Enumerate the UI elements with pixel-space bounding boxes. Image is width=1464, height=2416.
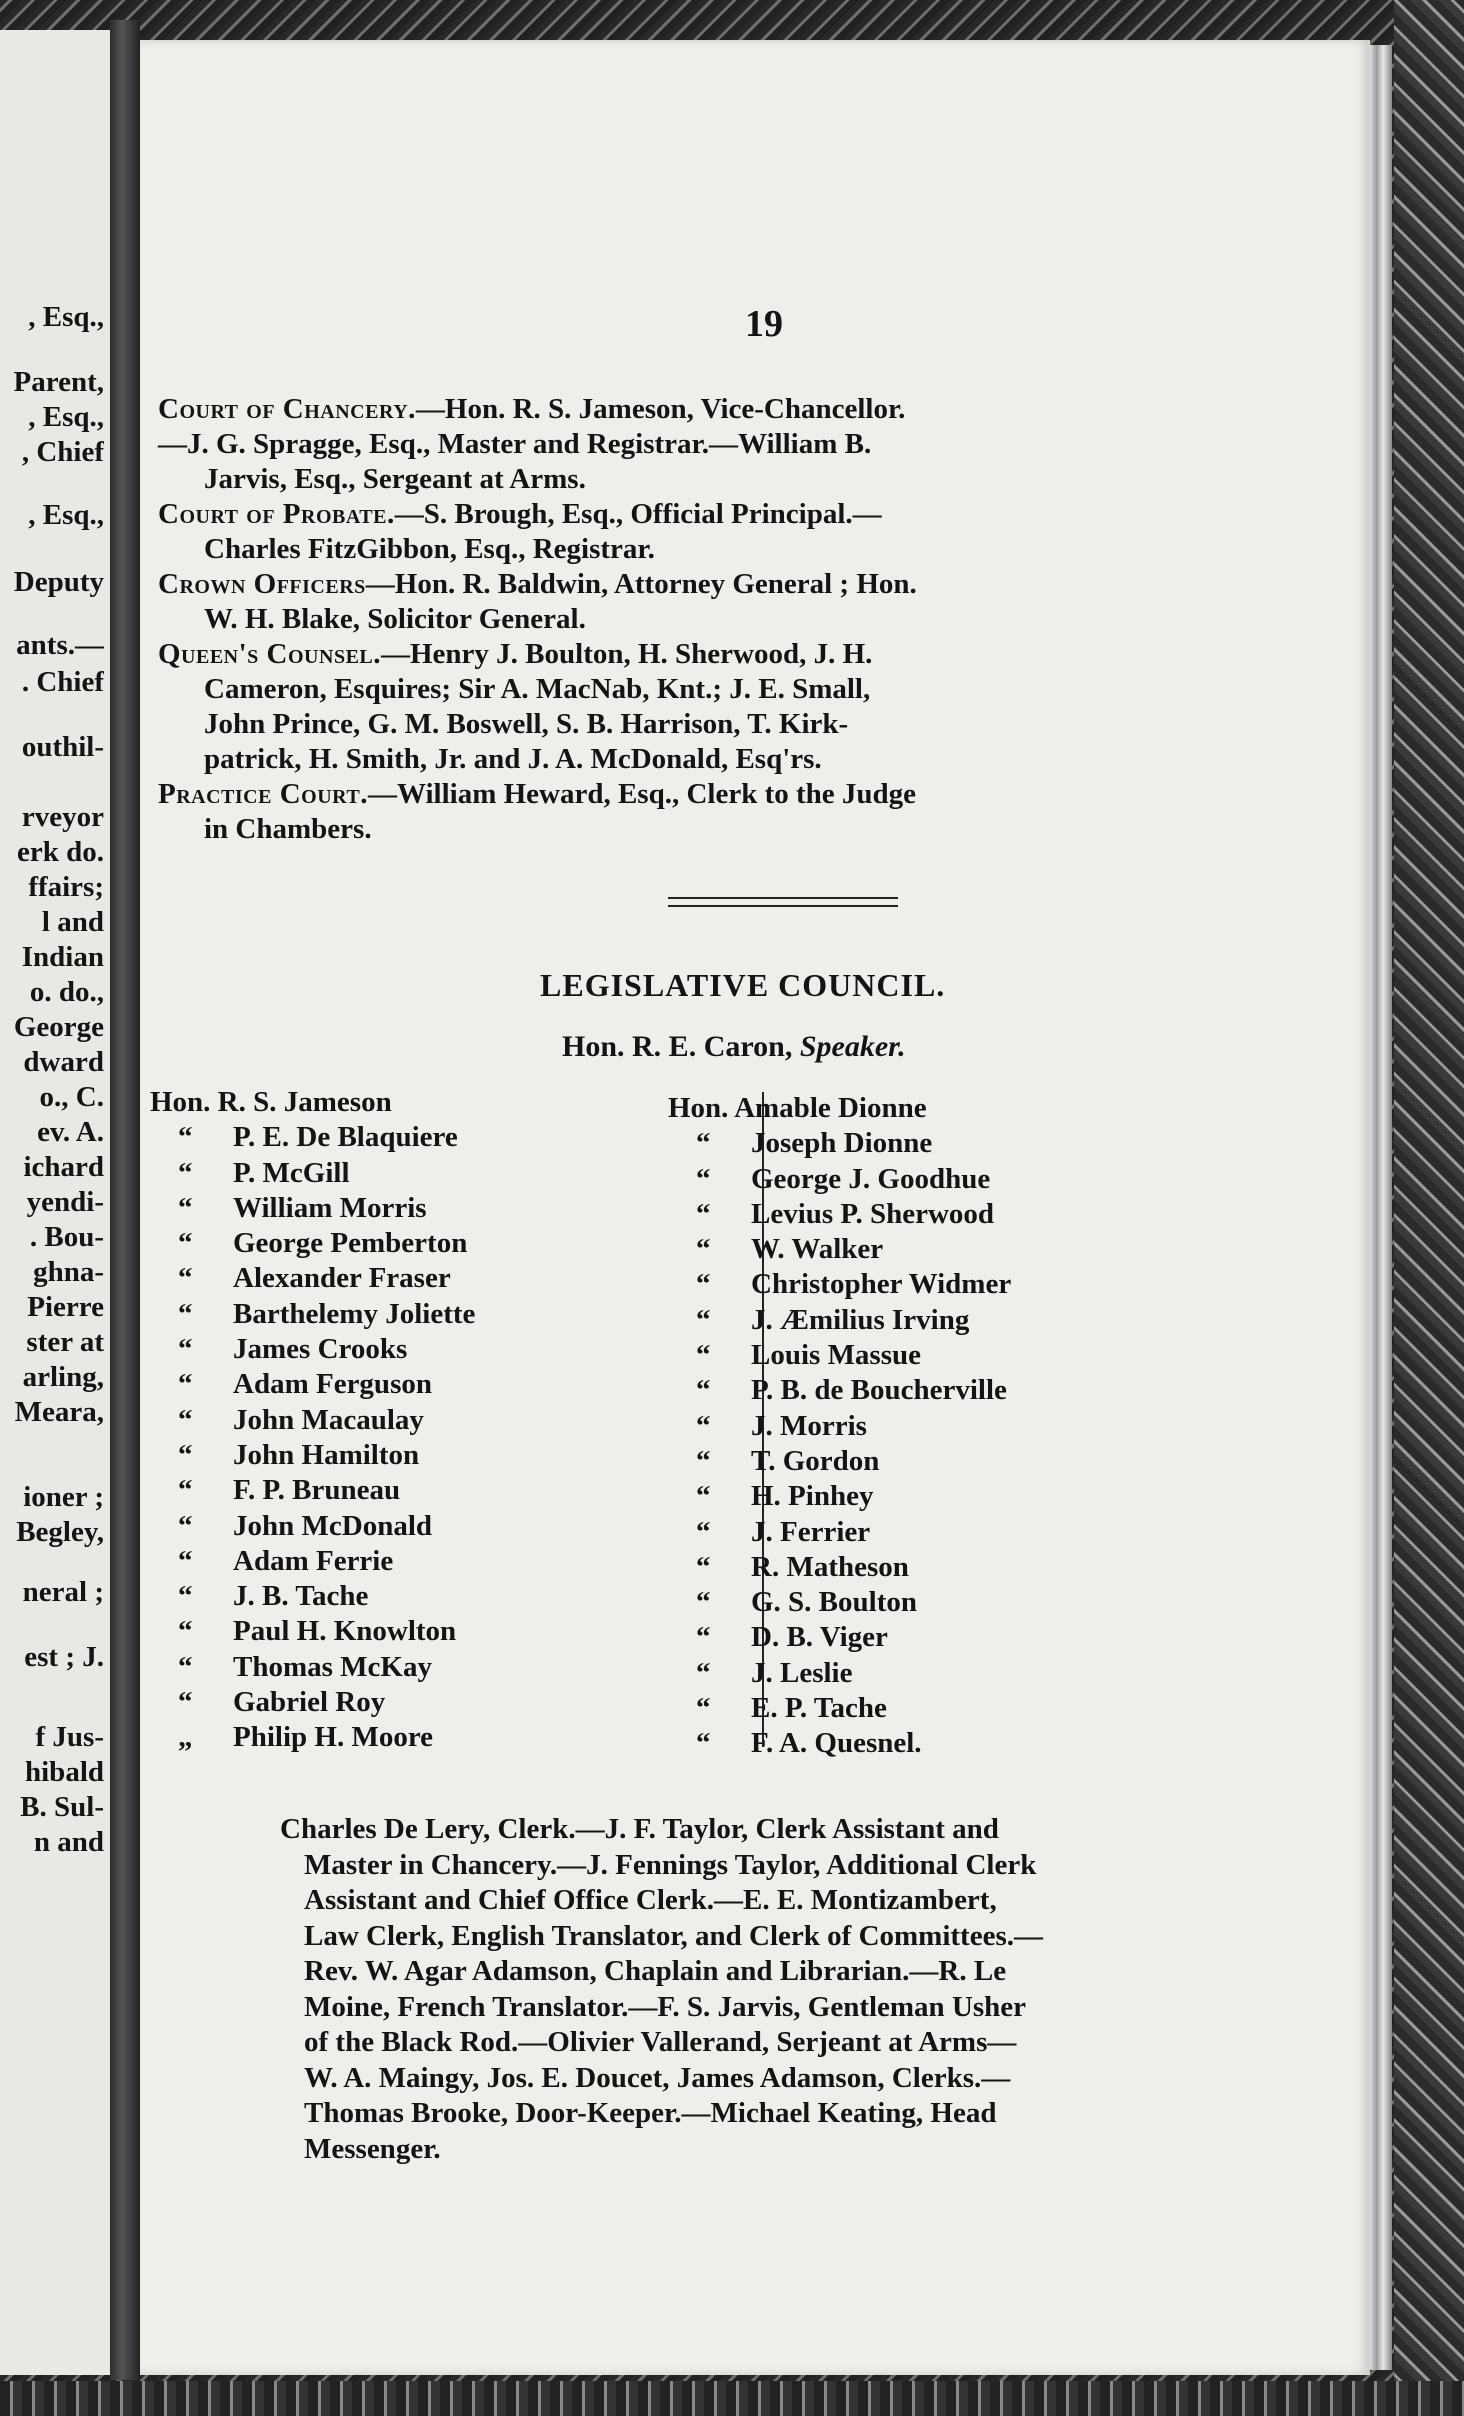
member-name: P. B. de Boucherville	[751, 1374, 1007, 1407]
council-member	[668, 1691, 1011, 1726]
left-page-text: rveyor	[21, 801, 104, 833]
right-border	[1394, 0, 1464, 2416]
left-page-text: erk do.	[17, 836, 104, 868]
entry-line: Jarvis, Esq., Sergeant at Arms.	[204, 463, 586, 495]
ditto-mark: “	[178, 1686, 193, 1719]
left-page-text: Deputy	[13, 566, 104, 598]
member-name: George Pemberton	[233, 1227, 468, 1260]
ditto-mark: “	[696, 1268, 711, 1301]
member-name: Adam Ferrie	[233, 1544, 394, 1577]
council-member	[668, 1726, 1011, 1761]
entry-line: —Hon. R. Baldwin, Attorney General ; Hon.	[365, 568, 917, 600]
member-name: Christopher Widmer	[751, 1268, 1012, 1301]
entry-line: Cameron, Esquires; Sir A. MacNab, Knt.; J. E. Small,	[204, 673, 871, 705]
section-heading: LEGISLATIVE COUNCIL.	[540, 967, 946, 1003]
member-name: P. McGill	[233, 1156, 350, 1189]
ditto-mark: “	[696, 1127, 711, 1160]
speaker-name: Hon. R. E. Caron,	[562, 1030, 793, 1063]
closing-line: Rev. W. Agar Adamson, Chaplain and Librarian.—R. Le	[304, 1955, 1007, 1987]
council-member	[150, 1297, 475, 1332]
entry-label: Practice Court.	[158, 778, 368, 810]
member-name: Louis Massue	[751, 1339, 922, 1372]
entry-line: —Henry J. Boulton, H. Sherwood, J. H.	[381, 638, 873, 670]
left-page-text: ants.—	[16, 629, 104, 661]
council-member	[668, 1515, 1011, 1550]
ditto-mark: “	[696, 1197, 711, 1230]
ditto-mark: “	[178, 1544, 193, 1577]
council-member	[668, 1550, 1011, 1585]
council-member	[150, 1614, 475, 1649]
council-member	[150, 1261, 475, 1296]
ditto-mark: “	[178, 1368, 193, 1401]
member-name: Barthelemy Joliette	[233, 1297, 476, 1330]
council-member	[150, 1226, 475, 1261]
council-member	[150, 1509, 475, 1544]
left-page-text: ster at	[26, 1326, 104, 1358]
left-page-text: o., C.	[39, 1081, 104, 1113]
member-name: T. Gordon	[751, 1444, 880, 1477]
council-list-right	[668, 1091, 1011, 1762]
entry-line: John Prince, G. M. Boswell, S. B. Harrison, T. Kirk-	[204, 708, 849, 740]
council-member	[150, 1156, 475, 1191]
ditto-mark: “	[178, 1650, 193, 1683]
council-member	[668, 1620, 1011, 1655]
page-edges	[1370, 45, 1392, 2370]
ditto-mark: “	[696, 1374, 711, 1407]
council-member: Hon. Amable Dionne	[668, 1092, 927, 1124]
member-name: John Macaulay	[233, 1403, 424, 1436]
entry-label: Court of Chancery.	[158, 393, 416, 425]
ditto-mark: “	[696, 1339, 711, 1372]
ditto-mark: “	[178, 1297, 193, 1330]
council-member	[668, 1267, 1011, 1302]
ditto-mark: “	[696, 1444, 711, 1477]
left-page-text: , Chief	[21, 436, 104, 468]
council-member	[150, 1120, 475, 1155]
left-page-text: Pierre	[27, 1291, 104, 1323]
member-name: John McDonald	[233, 1509, 433, 1542]
entry-line: W. H. Blake, Solicitor General.	[204, 603, 586, 635]
council-member	[150, 1544, 475, 1579]
left-page-text: neral ;	[22, 1576, 104, 1608]
entry-label: Queen's Counsel.	[158, 638, 381, 670]
book-spine	[110, 20, 140, 2380]
council-member	[150, 1579, 475, 1614]
speaker-line	[562, 1030, 906, 1064]
left-page-text: ioner ;	[23, 1481, 104, 1513]
council-member	[668, 1197, 1011, 1232]
council-member	[668, 1126, 1011, 1161]
council-member	[668, 1338, 1011, 1373]
clerks-paragraph	[280, 1812, 1240, 2167]
left-page-text: ghna-	[33, 1256, 104, 1288]
member-name: H. Pinhey	[751, 1480, 874, 1513]
closing-line: W. A. Maingy, Jos. E. Doucet, James Adamson, Clerks.—	[304, 2061, 1011, 2094]
member-name: Alexander Fraser	[233, 1262, 451, 1295]
left-page-text: f Jus-	[35, 1721, 104, 1753]
council-member	[150, 1473, 475, 1508]
closing-line: Thomas Brooke, Door-Keeper.—Michael Keating, Head	[304, 2097, 997, 2129]
member-name: Levius P. Sherwood	[751, 1197, 995, 1230]
bottom-border	[0, 2381, 1464, 2416]
council-member	[150, 1332, 475, 1367]
double-rule	[668, 897, 898, 899]
left-page-text: Begley,	[16, 1516, 104, 1548]
member-name: F. A. Quesnel.	[751, 1727, 922, 1760]
member-name: Philip H. Moore	[233, 1721, 434, 1754]
council-member	[150, 1191, 475, 1226]
ditto-mark: “	[178, 1156, 193, 1189]
member-name: W. Walker	[751, 1233, 884, 1266]
council-member	[668, 1444, 1011, 1479]
ditto-mark: “	[696, 1656, 711, 1689]
member-name: P. E. De Blaquiere	[233, 1121, 458, 1154]
closing-line: Moine, French Translator.—F. S. Jarvis, Gentleman Usher	[304, 1990, 1027, 2023]
left-page-text: . Chief	[21, 666, 104, 698]
left-page-text: ichard	[23, 1151, 104, 1183]
left-page-fragment	[0, 30, 110, 2375]
council-member	[150, 1403, 475, 1438]
closing-line: Assistant and Chief Office Clerk.—E. E. Montizambert,	[304, 1884, 997, 1916]
ditto-mark: “	[696, 1480, 711, 1513]
member-name: J. B. Tache	[233, 1580, 369, 1613]
left-page-text: , Esq.,	[28, 401, 104, 433]
member-name: John Hamilton	[233, 1438, 420, 1471]
entry-label: Court of Probate.	[158, 498, 395, 530]
left-page-text: Meara,	[14, 1396, 104, 1428]
ditto-mark: “	[178, 1509, 193, 1542]
page-number: 19	[745, 303, 783, 345]
ditto-mark: “	[696, 1727, 711, 1760]
council-member	[668, 1409, 1011, 1444]
court-of-probate-entry	[158, 497, 882, 567]
ditto-mark: „	[178, 1721, 193, 1754]
council-member	[150, 1685, 475, 1720]
council-member	[668, 1656, 1011, 1691]
left-page-text: Indian	[21, 941, 104, 973]
council-member	[150, 1438, 475, 1473]
ditto-mark: “	[696, 1515, 711, 1548]
member-name: J. Morris	[751, 1409, 867, 1442]
left-page-text: dward	[23, 1046, 104, 1078]
ditto-mark: “	[696, 1621, 711, 1654]
member-name: J. Ferrier	[751, 1515, 871, 1548]
council-member	[668, 1585, 1011, 1620]
left-page-text: ffairs;	[28, 871, 104, 903]
court-of-chancery-entry	[158, 392, 905, 497]
left-page-text: B. Sul-	[20, 1791, 104, 1823]
practice-court-entry	[158, 777, 916, 847]
member-name: J. Leslie	[751, 1656, 853, 1689]
left-page-text: . Bou-	[29, 1221, 104, 1253]
page	[140, 40, 1370, 2375]
ditto-mark: “	[178, 1580, 193, 1613]
ditto-mark: “	[178, 1615, 193, 1648]
left-page-text: est ; J.	[24, 1641, 104, 1673]
closing-line: Messenger.	[304, 2132, 441, 2165]
council-member	[150, 1367, 475, 1402]
member-name: Joseph Dionne	[751, 1127, 933, 1160]
council-member	[668, 1303, 1011, 1338]
member-name: Paul H. Knowlton	[233, 1615, 457, 1648]
left-page-text: n and	[33, 1826, 104, 1858]
member-name: Thomas McKay	[233, 1650, 432, 1683]
council-member	[668, 1162, 1011, 1197]
member-name: William Morris	[233, 1191, 427, 1224]
council-member	[668, 1232, 1011, 1267]
ditto-mark: “	[178, 1474, 193, 1507]
member-name: G. S. Boulton	[751, 1586, 917, 1619]
entry-line: —S. Brough, Esq., Official Principal.—	[394, 498, 882, 530]
left-page-text: arling,	[22, 1361, 104, 1393]
crown-officers-entry	[158, 567, 917, 637]
member-name: F. P. Bruneau	[233, 1474, 401, 1507]
member-name: Gabriel Roy	[233, 1686, 386, 1719]
member-name: J. Æmilius Irving	[751, 1303, 970, 1336]
left-page-text: , Esq.,	[28, 499, 104, 531]
entry-line: —Hon. R. S. Jameson, Vice-Chancellor.	[415, 393, 906, 425]
council-member	[150, 1720, 475, 1755]
entry-line: patrick, H. Smith, Jr. and J. A. McDonald, Esq'rs.	[204, 743, 822, 775]
left-page-text: o. do.,	[29, 976, 104, 1008]
left-page-text: George	[13, 1011, 104, 1043]
left-page-text: ev. A.	[37, 1116, 104, 1148]
ditto-mark: “	[696, 1162, 711, 1195]
speaker-title: Speaker.	[799, 1030, 906, 1063]
ditto-mark: “	[696, 1586, 711, 1619]
left-page-text: l and	[41, 906, 104, 938]
council-member	[150, 1650, 475, 1685]
queens-counsel-entry	[158, 637, 872, 777]
member-name: Adam Ferguson	[233, 1368, 432, 1401]
left-page-text: hibald	[25, 1756, 104, 1788]
council-member: Hon. R. S. Jameson	[150, 1086, 392, 1118]
entry-label: Crown Officers	[158, 568, 366, 600]
council-list-left	[150, 1085, 475, 1756]
entry-line: —William Heward, Esq., Clerk to the Judge	[367, 778, 917, 810]
council-member	[668, 1373, 1011, 1408]
ditto-mark: “	[178, 1438, 193, 1471]
ditto-mark: “	[696, 1550, 711, 1583]
ditto-mark: “	[178, 1121, 193, 1154]
member-name: R. Matheson	[751, 1550, 909, 1583]
closing-line: of the Black Rod.—Olivier Vallerand, Serjeant at Arms—	[304, 2026, 1017, 2058]
ditto-mark: “	[696, 1303, 711, 1336]
member-name: D. B. Viger	[751, 1621, 888, 1654]
left-page-text: Parent,	[13, 366, 104, 398]
council-member	[668, 1479, 1011, 1514]
ditto-mark: “	[178, 1333, 193, 1366]
entry-line: —J. G. Spragge, Esq., Master and Registrar.—William B.	[158, 428, 872, 460]
member-name: George J. Goodhue	[751, 1162, 991, 1195]
ditto-mark: “	[178, 1227, 193, 1260]
ditto-mark: “	[178, 1191, 193, 1224]
left-page-text: yendi-	[26, 1186, 104, 1218]
ditto-mark: “	[696, 1409, 711, 1442]
closing-line: Law Clerk, English Translator, and Clerk of Committees.—	[304, 1919, 1043, 1952]
ditto-mark: “	[178, 1403, 193, 1436]
member-name: James Crooks	[233, 1333, 408, 1366]
ditto-mark: “	[696, 1692, 711, 1725]
member-name: E. P. Tache	[751, 1692, 887, 1725]
entry-line: Charles FitzGibbon, Esq., Registrar.	[204, 533, 655, 565]
double-rule	[668, 905, 898, 907]
entry-line: in Chambers.	[204, 813, 372, 845]
closing-line: Master in Chancery.—J. Fennings Taylor, Additional Clerk	[304, 1848, 1037, 1881]
left-page-text: outhil-	[21, 731, 104, 763]
closing-line: Charles De Lery, Clerk.—J. F. Taylor, Clerk Assistant and	[280, 1813, 999, 1845]
left-page-text: , Esq.,	[28, 301, 104, 333]
ditto-mark: “	[178, 1262, 193, 1295]
ditto-mark: “	[696, 1233, 711, 1266]
